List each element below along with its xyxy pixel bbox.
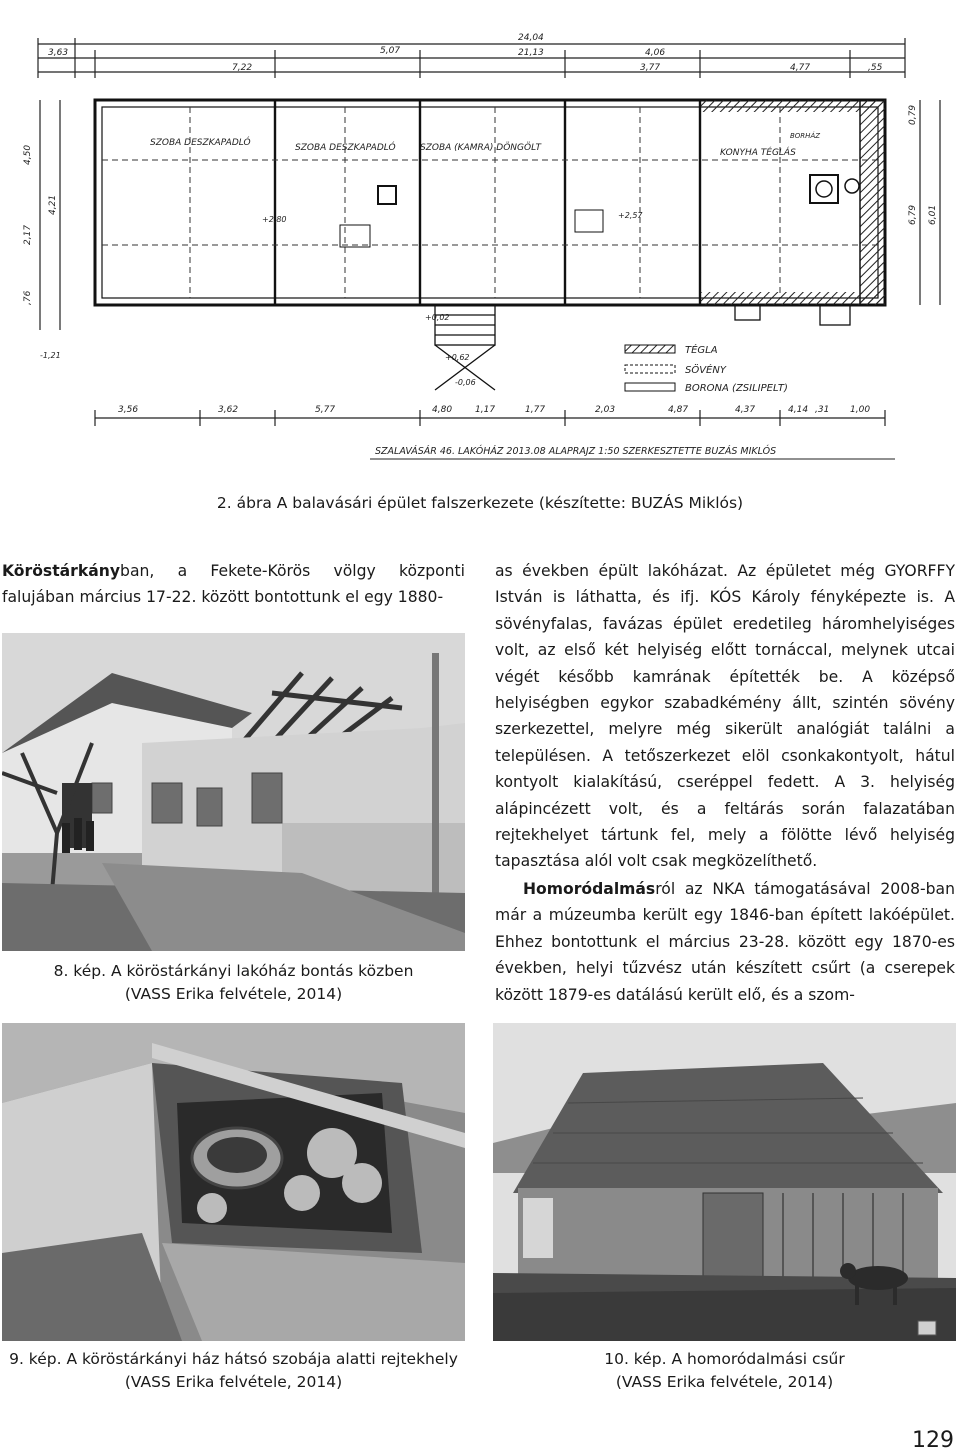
bottom-dimension: 3,56 xyxy=(118,405,139,415)
photo-barn xyxy=(493,1023,956,1341)
bottom-dimension: 1,17 xyxy=(475,405,496,415)
plan-title-block: SZALAVÁSÁR 46. LAKÓHÁZ 2013.08 ALAPRAJZ 1:50 SZERKESZTETTE BUZÁS MIKLÓS xyxy=(375,446,777,457)
bottom-dimension: ,31 xyxy=(815,405,830,415)
level-mark: +0,02 xyxy=(425,313,450,322)
top-dimension: 3,63 xyxy=(48,48,69,58)
photo-hiding-place xyxy=(2,1023,465,1341)
room-label-2: SZOBA DESZKAPADLÓ xyxy=(295,143,396,153)
top-dimension: 5,07 xyxy=(380,46,401,56)
left-paragraph-text: ban, a Fekete-Körös völgy központi falujában március 17-22. között bontottunk el egy 1880- xyxy=(2,562,465,607)
photo9-caption-line2: (VASS Erika felvétele, 2014) xyxy=(124,1373,343,1391)
side-dimension: ,76 xyxy=(23,290,33,305)
photo-house-demolition xyxy=(2,633,465,951)
room-label-5: BORHÁZ xyxy=(790,132,821,140)
room-label-3: SZOBA (KAMRA) DÖNGÖLT xyxy=(420,143,541,153)
bottom-dimension: 4,80 xyxy=(432,405,453,415)
level-mark: -1,21 xyxy=(40,351,61,360)
bottom-dimension: 4,14 xyxy=(788,405,809,415)
photo9-caption-line1: 9. kép. A köröstárkányi ház hátsó szobája alatti rejtekhely xyxy=(9,1350,458,1368)
bottom-dimension: 4,37 xyxy=(735,405,756,415)
level-mark: +2,80 xyxy=(262,215,287,224)
level-mark: +2,57 xyxy=(618,211,643,220)
right-paragraph-2-text: ról az NKA támogatásával 2008-ban már a múzeumba került egy 1846-ban épített lakóépület. Ehhez bontottunk el március 23-28. között egy 1870-es években, helyi tűzvész után készített csűrt (a cserepek között 1879-es datálású került elő, és a szom- xyxy=(495,880,955,1004)
bottom-dimension: 3,62 xyxy=(218,405,239,415)
side-dimension: 0,79 xyxy=(908,104,918,125)
place-name-korostarkany: Köröstárkány xyxy=(2,562,121,580)
right-paragraph-2 xyxy=(495,876,955,1008)
bottom-dimension: 4,87 xyxy=(668,405,689,415)
legend-label-wattle: SÖVÉNY xyxy=(685,365,726,376)
room-label-1: SZOBA DESZKAPADLÓ xyxy=(150,138,251,148)
left-paragraph xyxy=(2,558,465,611)
photo8-caption-line2: (VASS Erika felvétele, 2014) xyxy=(124,985,343,1003)
level-mark: -0,06 xyxy=(455,378,476,387)
top-dimension: 24,04 xyxy=(518,33,544,43)
plan-caption: 2. ábra A balavásári épület falszerkezete (készítette: BUZÁS Miklós) xyxy=(216,494,744,512)
legend-label-brick: TÉGLA xyxy=(685,345,718,356)
right-paragraph-1: as években épült lakóházat. Az épületet még GYORFFY István is láthatta, és ifj. KÓS Károly fényképezte is. A sövényfalas, favázas épület eredetileg háromhelyiséges volt, az első két helyiség előtt tornáccal, melynek utcai végét később kamrának építették be. A középső helyiségben egykor szabadkémény állt, szintén sövény szerkezettel, melyre még sikerült analógiát találni a településen. A tetőszerkezet elöl csonkakontyolt, hátul kontyolt kialakítású, cseréppel fedett. A 3. helyiség alápincézett volt, és a feltárás során falazatában rejtekhelyet tártunk fel, mely a fölötte lévő helyiség tapasztása alól volt csak megközelíthető. xyxy=(495,562,955,871)
photo10-caption-line2: (VASS Erika felvétele, 2014) xyxy=(615,1373,834,1391)
side-dimension: 6,79 xyxy=(908,204,918,225)
legend-label-log: BORONA (ZSILIPELT) xyxy=(685,383,788,394)
place-name-homorodalmas: Homoródalmás xyxy=(523,880,656,898)
side-dimension: 4,21 xyxy=(48,194,58,215)
bottom-dimension: 1,00 xyxy=(850,405,871,415)
level-mark: +0,62 xyxy=(445,353,470,362)
floor-plan-drawing xyxy=(0,0,960,475)
photo10-caption-line1: 10. kép. A homoródalmási csűr xyxy=(604,1350,845,1368)
top-dimension: 4,77 xyxy=(790,63,811,73)
bottom-dimension: 1,77 xyxy=(525,405,546,415)
top-dimension: 4,06 xyxy=(645,48,666,58)
photo8-caption-line1: 8. kép. A köröstárkányi lakóház bontás közben xyxy=(53,962,414,980)
side-dimension: 6,01 xyxy=(928,204,938,225)
page-number: 129 xyxy=(912,1428,954,1453)
top-dimension: 7,22 xyxy=(232,63,253,73)
top-dimension: 21,13 xyxy=(518,48,544,58)
top-dimension: ,55 xyxy=(868,63,883,73)
room-label-4: KONYHA TÉGLÁS xyxy=(720,148,796,158)
side-dimension: 4,50 xyxy=(23,144,33,165)
side-dimension: 2,17 xyxy=(23,224,33,245)
bottom-dimension: 2,03 xyxy=(595,405,616,415)
bottom-dimension: 5,77 xyxy=(315,405,336,415)
top-dimension: 3,77 xyxy=(640,63,661,73)
